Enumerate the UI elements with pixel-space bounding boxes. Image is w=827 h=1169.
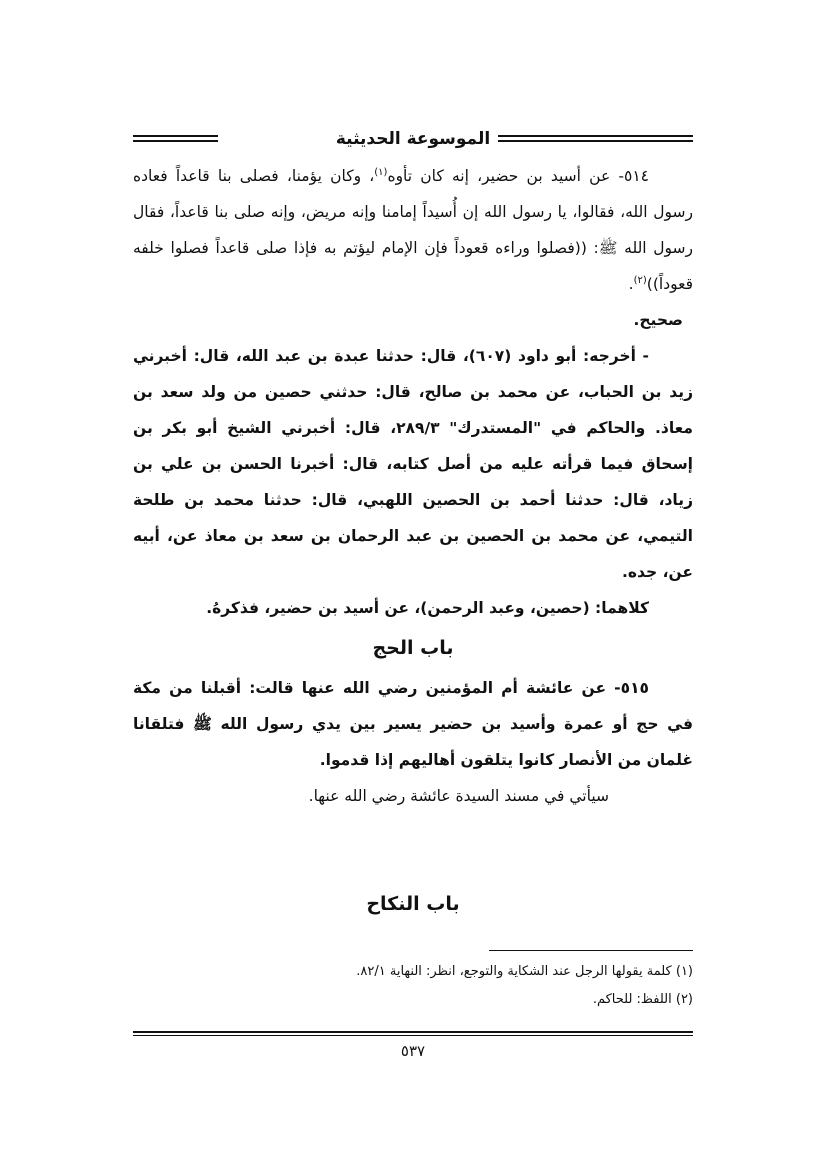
chapter-hajj-title: باب الحج	[372, 637, 454, 659]
chapter-nikah-title: باب النكاح	[366, 893, 460, 915]
hadith-514-text	[133, 158, 693, 302]
footnote-marker-2: (٢)	[633, 274, 647, 286]
main-text	[133, 158, 693, 926]
hadith-514-part-b: ، وكان يؤمنا، فصلى بنا قاعداً فعاده رسول الله، فقالوا، يا رسول الله إن أُسيداً إمامنا وإنه مريض، وإنه صلى بنا قاعداً، فقال رسول الله ﷺ: ((فصلوا وراءه قعوداً فإن الإمام ليؤتم به فإذا صلى قاعداً فصلوا خلفه قعوداً))	[133, 167, 693, 293]
page-number: ٥٣٧	[400, 1042, 426, 1060]
footnote-1: (١) كلمة يقولها الرجل عند الشكاية والتوجع، انظر: النهاية ٨٢/١.	[356, 964, 693, 979]
footnotes	[133, 958, 693, 1014]
footnote-marker-1: (١)	[374, 166, 388, 178]
hadith-514-part-a: ٥١٤- عن أسيد بن حضير، إنه كان تأوه	[387, 167, 649, 185]
hadith-515-text: ٥١٥- عن عائشة أم المؤمنين رضي الله عنها قالت: أقبلنا من مكة في حج أو عمرة وأسيد بن حضير يسير بين يدي رسول الله ﷺ فتلقانا غلمان من الأنصار كانوا يتلقون أهاليهم إذا قدموا.	[133, 679, 693, 769]
running-header	[133, 122, 693, 156]
hadith-515-reference: سيأتي في مسند السيدة عائشة رضي الله عنها.	[308, 787, 609, 805]
footnote-separator	[489, 950, 693, 951]
hadith-514-summary: كلاهما: (حصين، وعبد الرحمن)، عن أسيد بن حضير، فذكرهُ.	[206, 599, 649, 617]
header-title-text: الموسوعة الحديثية	[328, 129, 498, 149]
bottom-rule	[133, 1031, 693, 1036]
hadith-514-part-c: .	[628, 275, 634, 293]
hadith-514-verdict: صحيح.	[633, 311, 683, 329]
footnote-2: (٢) اللفظ: للحاكم.	[592, 992, 693, 1007]
header-title	[133, 122, 693, 156]
hadith-514-takhrij: - أخرجه: أبو داود (٦٠٧)، قال: حدثنا عبدة بن عبد الله، قال: أخبرني زيد بن الحباب، عن محمد بن صالح، قال: حدثني حصين من ولد سعد بن معاذ. والحاكم في "المستدرك" ٢٨٩/٣، قال: أخبرني الشيخ أبو بكر بن إسحاق فيما قرأته عليه من أصل كتابه، قال: أخبرنا الحسن بن علي بن زياد، قال: حدثنا أحمد بن الحصين اللهبي، قال: حدثنا محمد بن طلحة التيمي، عن محمد بن الحصين بن عبد الرحمان بن سعد بن معاذ عن، أبيه عن، جده.	[133, 347, 693, 581]
